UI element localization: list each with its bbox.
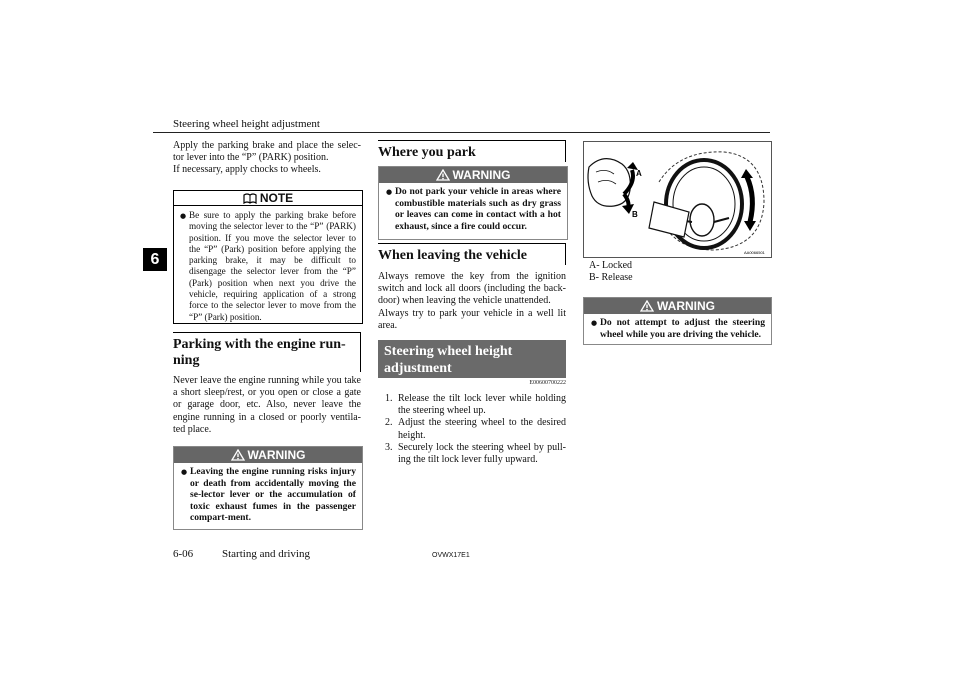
step-item [385, 442, 566, 466]
leaving-vehicle-heading: When leaving the vehicle [378, 243, 566, 265]
warning-header [584, 298, 771, 314]
warning-text: Leaving the engine running risks injury or death from accidentally moving the se-lector lever or the accumulation of toxic exhaust fumes in the passenger compart-ment. [190, 466, 356, 524]
step-number: 1. [385, 393, 393, 404]
footer-section: Starting and driving [222, 548, 310, 560]
where-warning-box [378, 166, 568, 240]
warning-text: Do not attempt to adjust the steering wheel while you are driving the vehicle. [600, 317, 765, 340]
step-item [385, 393, 566, 417]
warning-item [584, 314, 771, 345]
intro-line-1: Apply the parking brake and place the selec-tor lever into the “P” (PARK) position. [173, 140, 361, 164]
note-item [174, 206, 362, 323]
warning-header [174, 447, 362, 463]
step-text: Securely lock the steering wheel by pull-ing the tilt lock lever fully upward. [398, 441, 566, 466]
note-text: Be sure to apply the parking brake before moving the selector lever to the “P” (PARK) position. If you move the selector lever to the “P” (Park) position before applying the parking brake, it may be difficult to disengage the selector lever from the “P” (Park) position when next you drive the vehicle, requiring application of a strong force to the selector lever to move from the “P” (Park) position. [189, 210, 356, 322]
chapter-tab: 6 [143, 248, 167, 271]
figure-label-b: B [632, 210, 638, 219]
figure-legend [589, 260, 759, 284]
warning-item [379, 183, 567, 237]
page-number: 6-06 [173, 548, 194, 560]
engine-running-text: Never leave the engine running while you take a short sleep/rest, or you open or close a gate or garage door, etc. Also, never leave the engine running in a closed or poorly ventila-ted place. [173, 375, 361, 435]
warning-title: WARNING [452, 168, 511, 182]
note-header [174, 191, 362, 206]
step-item [385, 417, 566, 441]
step-text: Adjust the steering wheel to the desired height. [398, 417, 566, 441]
warning-item [174, 463, 362, 529]
doc-code: OVWX17E1 [432, 552, 470, 559]
warning-triangle-icon [640, 300, 654, 312]
leaving-vehicle-text [378, 271, 566, 332]
note-box [173, 190, 363, 324]
step-text: Release the tilt lock lever while holding the steering wheel up. [398, 393, 566, 417]
engine-running-heading: Parking with the engine run-ning [173, 332, 361, 372]
steering-heading: Steering wheel height adjustment [378, 340, 566, 378]
note-book-icon [243, 193, 257, 204]
bullet-icon: ● [591, 319, 598, 327]
warning-title: WARNING [657, 299, 715, 313]
note-title: NOTE [259, 191, 294, 205]
running-header: Steering wheel height adjustment [173, 118, 320, 130]
legend-a: A- Locked [589, 260, 633, 271]
figure-label-a: A [636, 169, 642, 178]
where-you-park-heading: Where you park [378, 140, 566, 162]
bullet-icon: ● [181, 468, 188, 476]
step-number: 3. [385, 441, 393, 453]
leaving-para-2: Always try to park your vehicle in a well lit area. [378, 307, 566, 331]
steering-warning-box [583, 297, 772, 345]
warning-title: WARNING [247, 448, 306, 462]
steps-list [385, 393, 566, 466]
bullet-icon: ● [180, 212, 187, 220]
left-intro [173, 140, 361, 177]
warning-header [379, 167, 567, 183]
header-rule [153, 132, 770, 133]
warning-text: Do not park your vehicle in areas where combustible materials such as dry grass or leaves can come in contact with a hot exhaust, since a fire could occur. [395, 186, 561, 232]
intro-line-2: If necessary, apply chocks to wheels. [173, 164, 321, 176]
warning-triangle-icon [436, 169, 450, 181]
engine-warning-box [173, 446, 363, 530]
bullet-icon: ● [386, 188, 393, 196]
legend-b: B- Release [589, 272, 633, 284]
leaving-para-1: Always remove the key from the ignition switch and lock all doors (including the back-door) when leaving the vehicle unattended. [378, 271, 566, 307]
warning-triangle-icon [231, 449, 245, 461]
step-number: 2. [385, 417, 393, 429]
steering-figure [583, 141, 772, 258]
figure-code: AA0066501 [744, 250, 765, 255]
section-code: E00600700222 [529, 380, 566, 386]
steering-wheel-illustration [584, 142, 771, 257]
